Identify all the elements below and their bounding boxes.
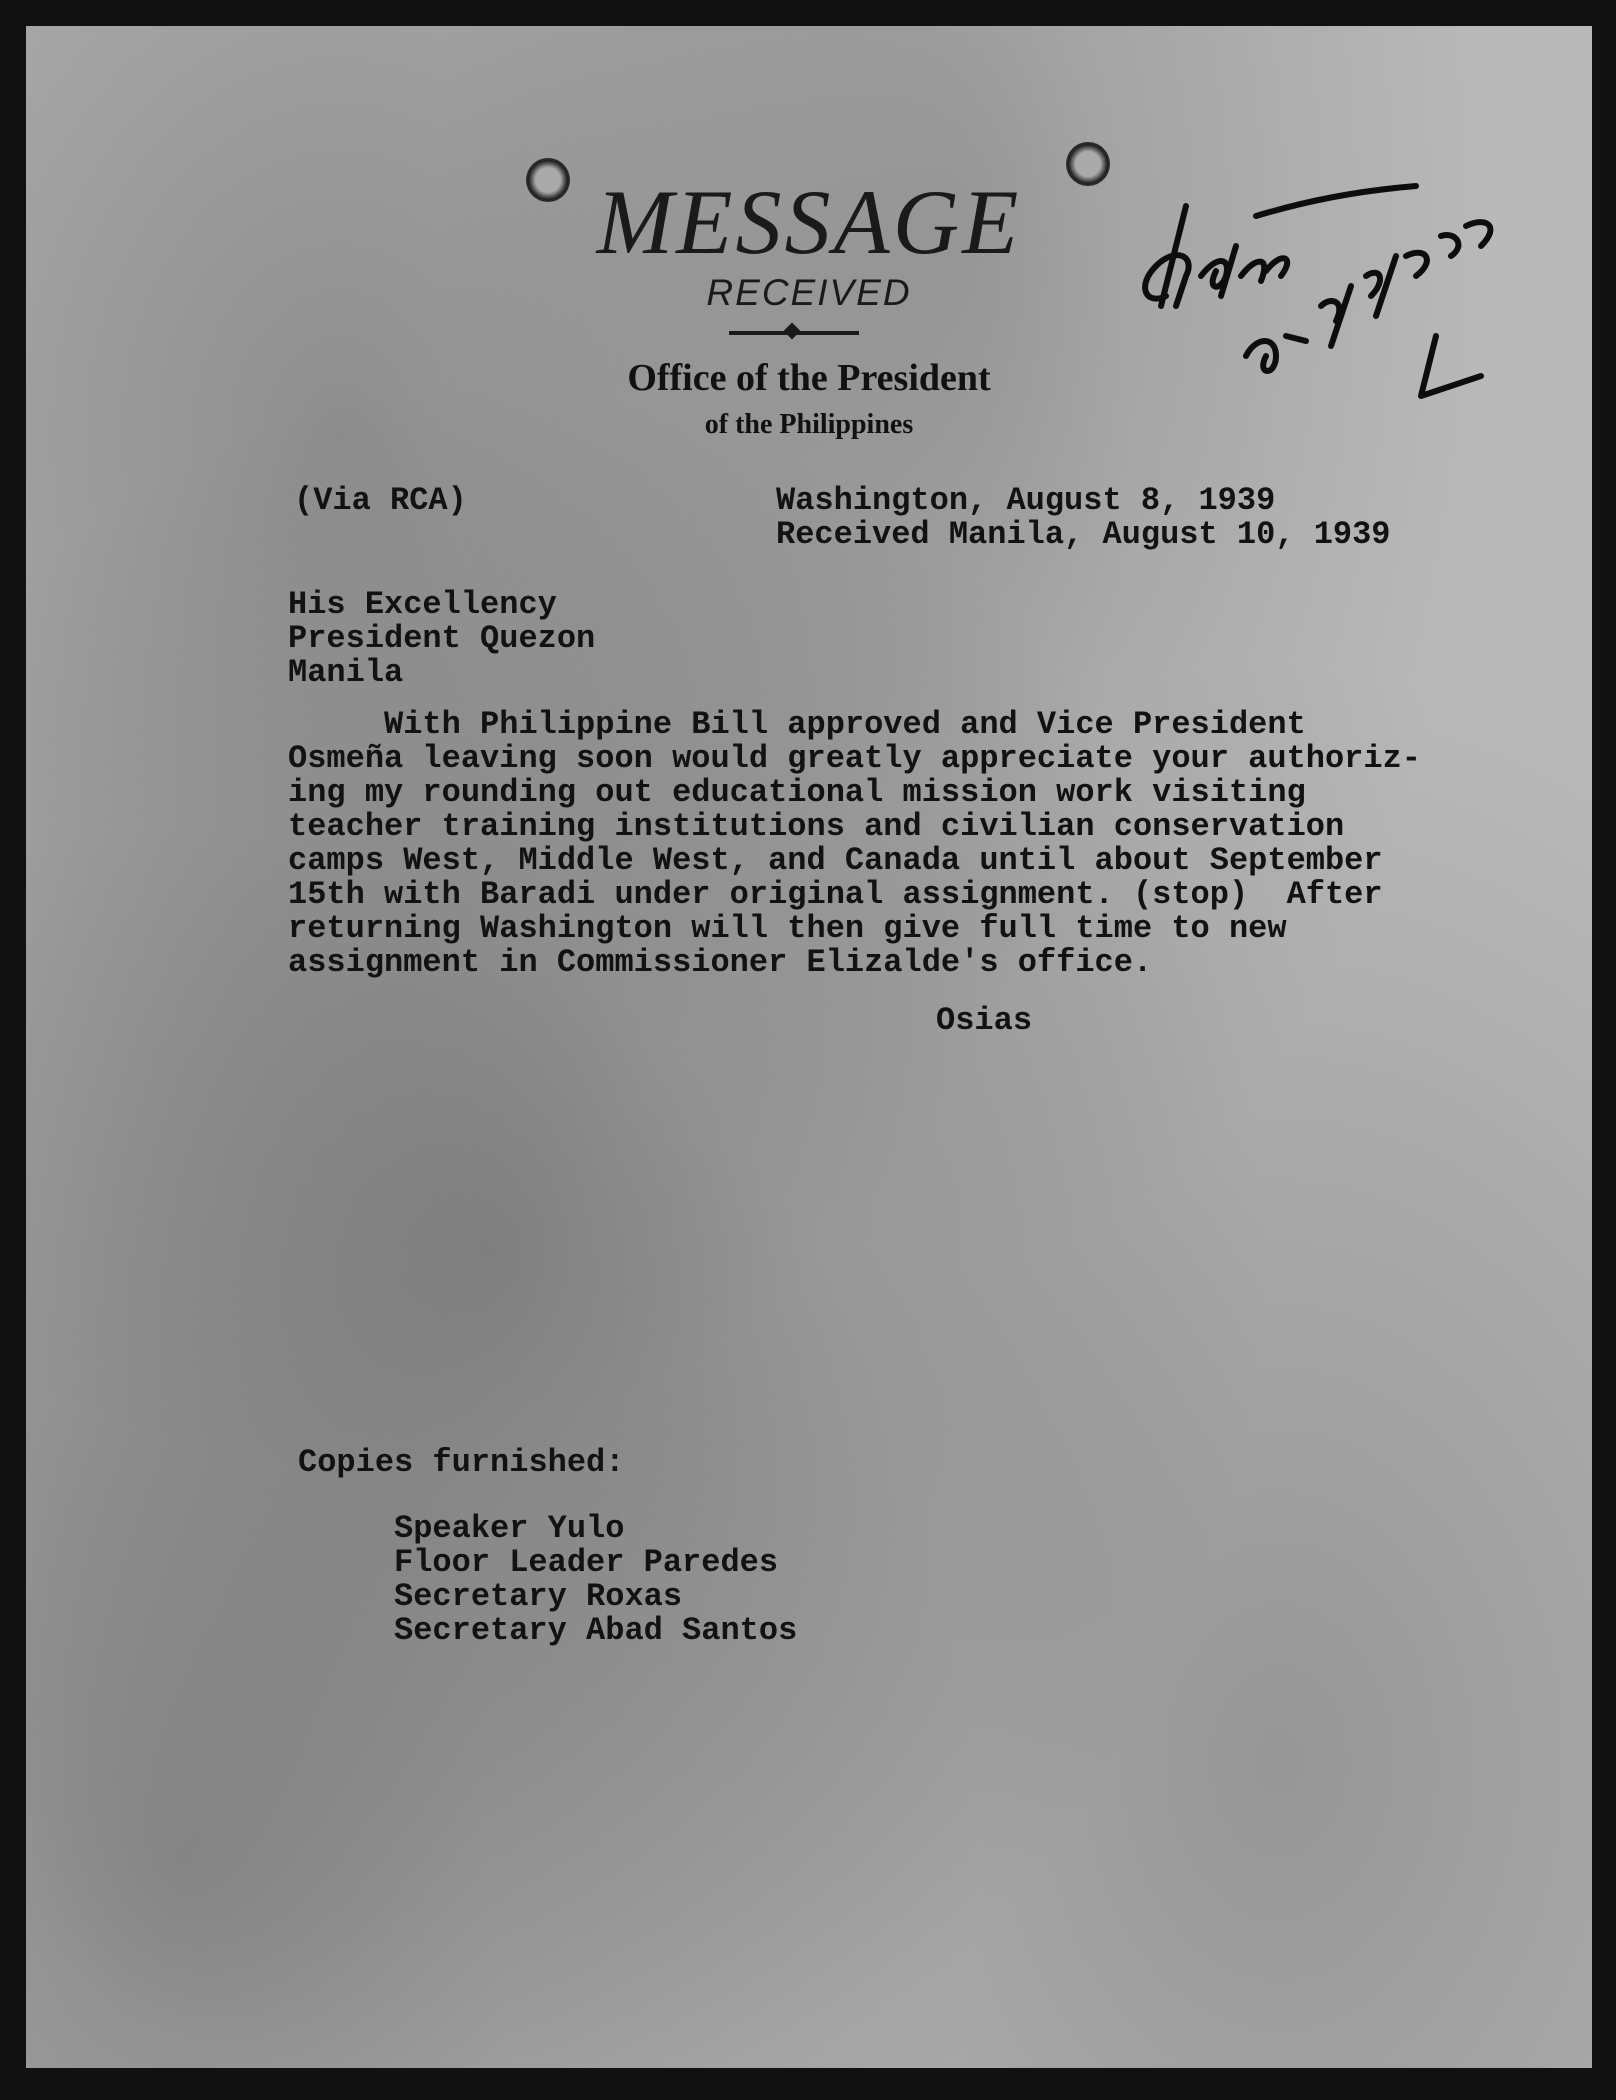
addressee-block [288,588,595,690]
copy-recipient: Secretary Roxas [394,1578,683,1615]
body-line: With Philippine Bill approved and Vice President [288,706,1306,743]
body-line: teacher training institutions and civilian conservation [288,808,1345,845]
handwriting-icon [1106,106,1526,446]
body-line: Osmeña leaving soon would greatly appreciate your authoriz- [288,740,1421,777]
signature: Osias [936,1002,1033,1039]
body-line: returning Washington will then give full time to new [288,910,1287,947]
date-block [776,484,1391,552]
handwritten-annotation [1106,106,1526,446]
masthead-subtitle: RECEIVED [706,272,912,313]
received-date: Received Manila, August 10, 1939 [776,516,1391,553]
addressee-line: His Excellency [288,586,557,623]
addressee-line: Manila [288,654,404,691]
office-country: of the Philippines [704,409,914,440]
office-name: Office of the President [627,357,991,399]
copies-list [394,1512,797,1648]
masthead-title: MESSAGE [596,171,1022,273]
sent-date: Washington, August 8, 1939 [776,482,1276,519]
document-page [26,26,1592,2068]
message-body [288,708,1421,980]
copy-recipient: Floor Leader Paredes [394,1544,779,1581]
copies-label: Copies furnished: [298,1444,625,1481]
body-line: assignment in Commissioner Elizalde's office. [288,944,1153,981]
body-line: 15th with Baradi under original assignment. (stop) After [288,876,1383,913]
copy-recipient: Speaker Yulo [394,1510,625,1547]
body-line: camps West, Middle West, and Canada until about September [288,842,1383,879]
masthead-ornament [729,331,859,335]
transmission-route: (Via RCA) [294,482,467,519]
addressee-line: President Quezon [288,620,596,657]
copy-recipient: Secretary Abad Santos [394,1612,798,1649]
body-line: ing my rounding out educational mission work visiting [288,774,1306,811]
